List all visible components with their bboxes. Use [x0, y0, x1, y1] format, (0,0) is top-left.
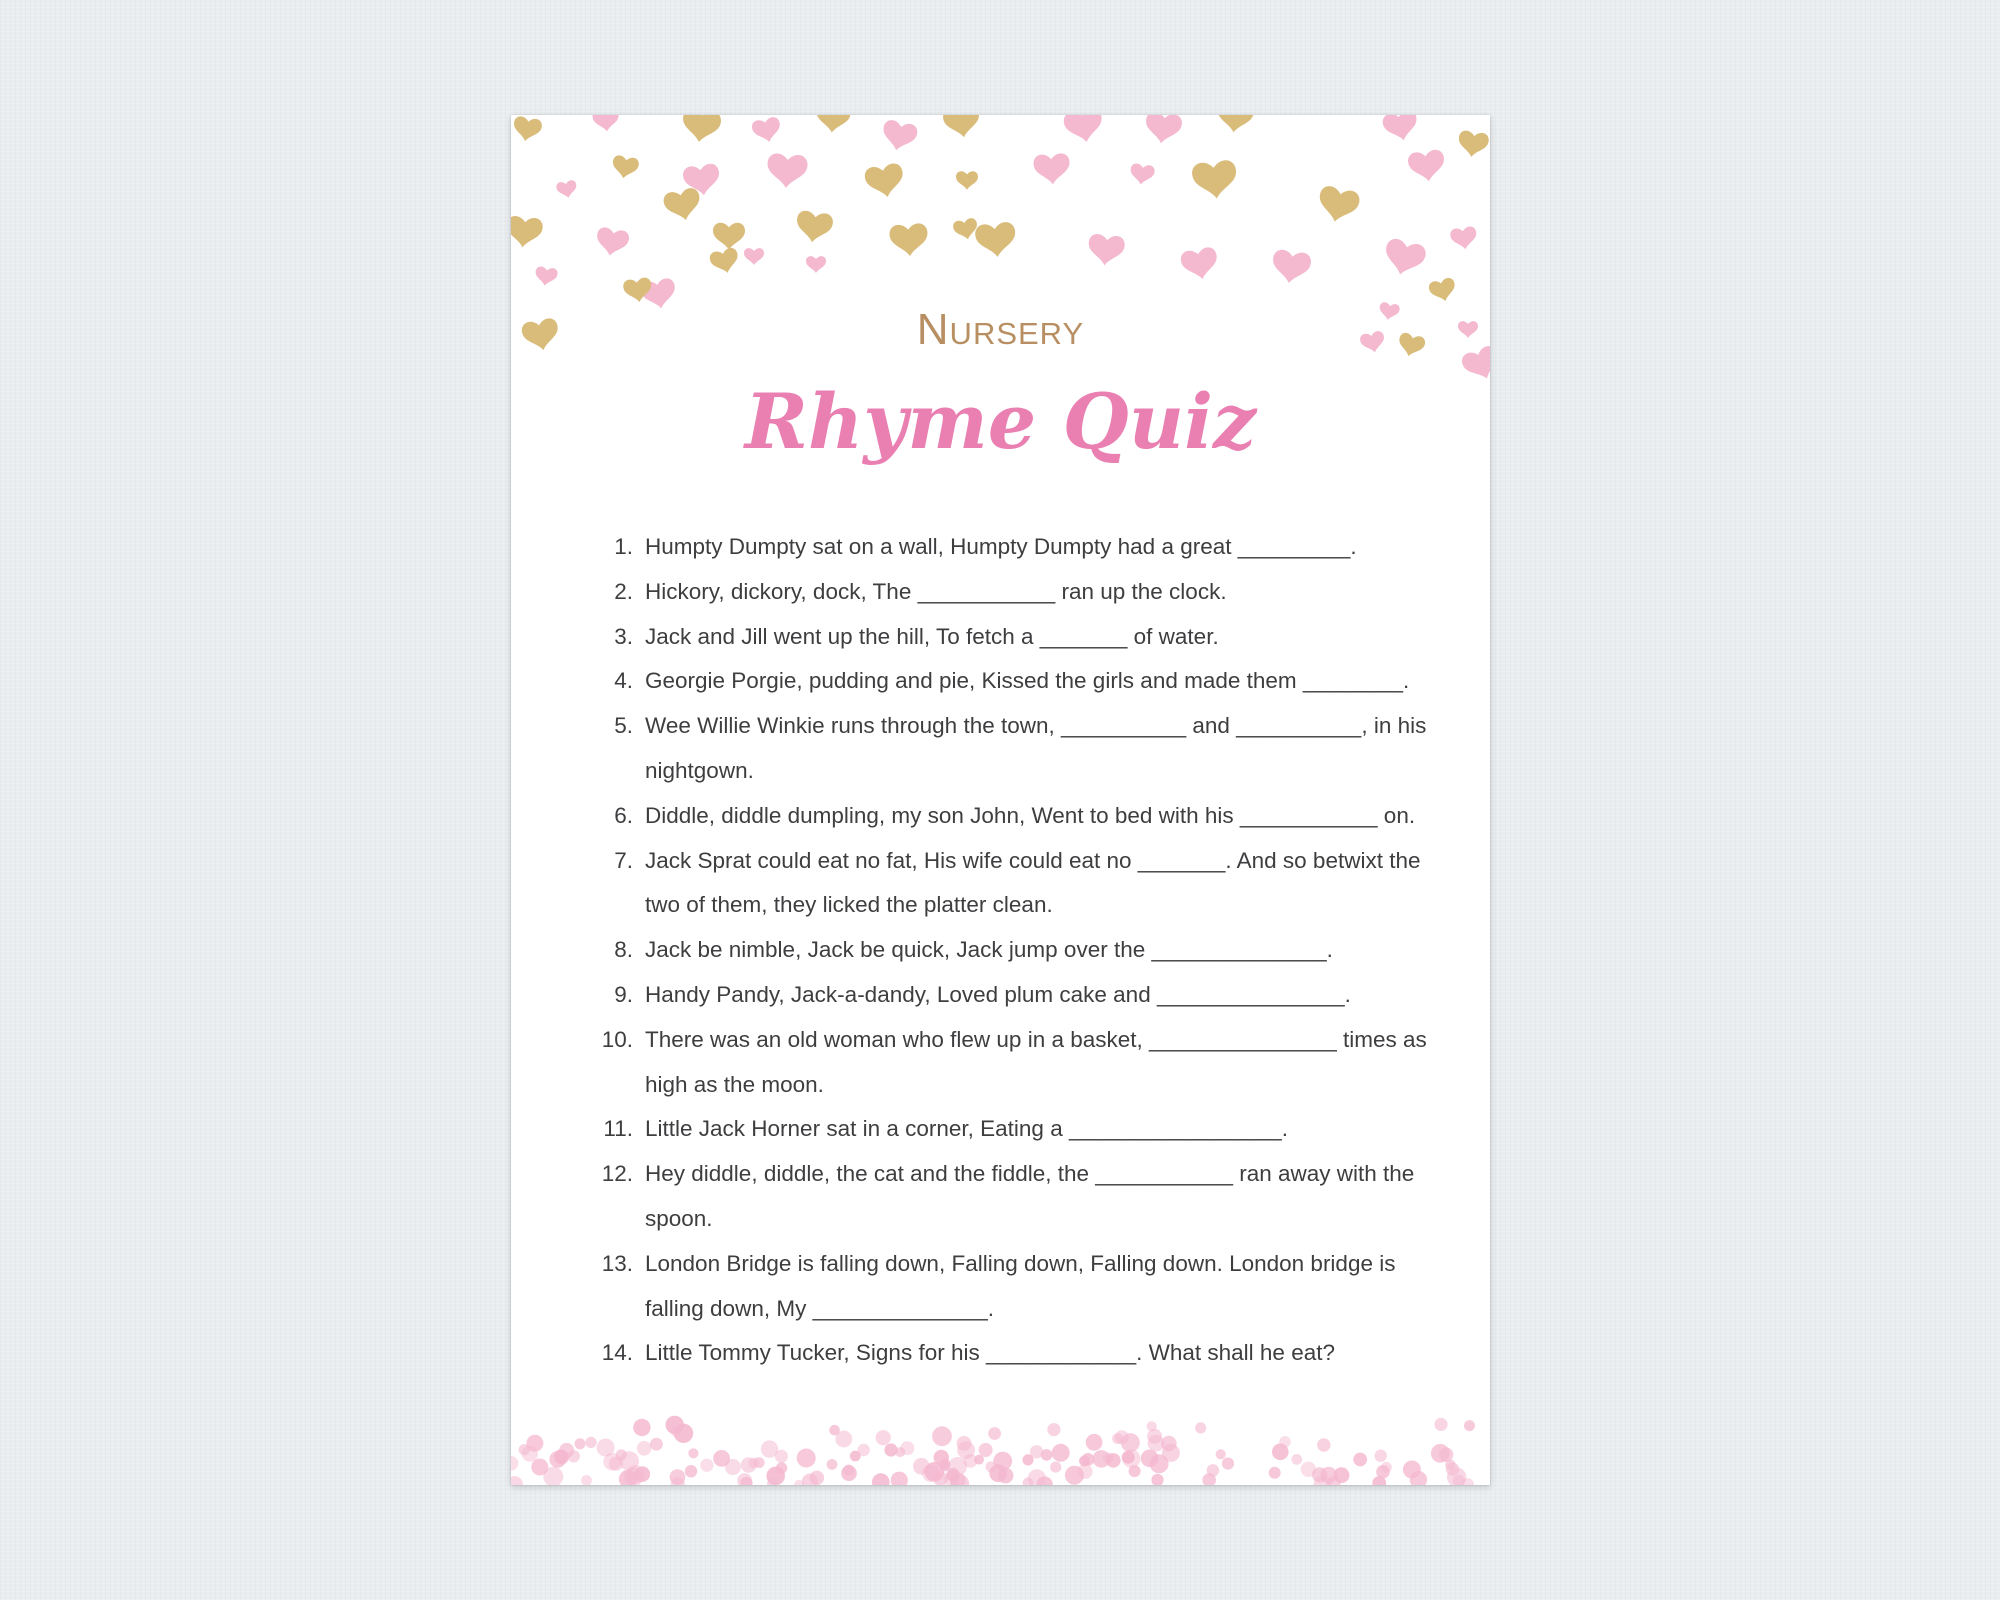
pink-dot-icon — [1434, 1418, 1447, 1431]
pink-heart-icon — [1381, 237, 1428, 279]
question-text: Little Tommy Tucker, Signs for his ____________. What shall he eat? — [645, 1340, 1335, 1366]
gold-heart-icon — [1428, 277, 1459, 305]
pink-dot-icon — [1301, 1462, 1316, 1477]
question-text: Wee Willie Winkie runs through the town, __________ and __________, in his nightgown. — [645, 713, 1427, 783]
question-text: Handy Pandy, Jack-a-dandy, Loved plum cake and _______________. — [645, 981, 1351, 1007]
pink-dot-icon — [841, 1465, 857, 1481]
quiz-card — [511, 115, 1490, 1485]
pink-dot-icon — [1047, 1423, 1060, 1436]
pink-dot-icon — [511, 1456, 518, 1471]
pink-dot-icon — [1353, 1453, 1367, 1467]
question-item — [577, 1331, 1437, 1376]
question-number: 7. — [614, 847, 633, 873]
pink-heart-icon — [1381, 115, 1420, 144]
pink-dot-icon — [1269, 1467, 1281, 1479]
pink-dot-icon — [876, 1430, 891, 1445]
heart-confetti-icon — [511, 115, 1490, 405]
pink-dot-icon — [700, 1459, 713, 1472]
pink-dot-icon — [1147, 1421, 1157, 1431]
question-number: 4. — [614, 668, 633, 694]
pink-heart-icon — [594, 226, 630, 258]
pink-heart-icon — [1033, 153, 1071, 186]
question-text: Hickory, dickory, dock, The ___________ ran up the clock. — [645, 578, 1227, 604]
pink-heart-icon — [1407, 149, 1447, 184]
pink-dot-icon — [835, 1431, 852, 1448]
gold-heart-icon — [863, 162, 906, 200]
pink-dot-icon — [581, 1475, 592, 1485]
pink-dot-icon — [1431, 1444, 1450, 1463]
question-item — [577, 615, 1437, 660]
pink-dot-icon — [1106, 1453, 1121, 1468]
pink-dot-icon — [1403, 1461, 1421, 1479]
pink-dot-icon — [1272, 1444, 1289, 1461]
question-text: There was an old woman who flew up in a basket, _______________ times as high as the moon. — [645, 1026, 1427, 1097]
question-item — [577, 570, 1437, 615]
pink-dot-icon — [685, 1465, 697, 1477]
pink-dot-icon — [1317, 1438, 1330, 1451]
question-number: 8. — [614, 937, 633, 963]
question-text: London Bridge is falling down, Falling down, Falling down. London bridge is falling down, My ______________. — [645, 1250, 1396, 1321]
question-item — [577, 973, 1437, 1018]
pink-dot-icon — [998, 1468, 1014, 1484]
question-number: 12. — [601, 1161, 633, 1187]
question-item — [577, 1107, 1437, 1152]
pink-dot-icon — [932, 1426, 952, 1446]
pink-dot-icon — [1050, 1462, 1061, 1473]
question-number: 1. — [614, 534, 633, 559]
question-number: 2. — [614, 578, 633, 604]
title-nursery: Nursery — [916, 305, 1085, 354]
pink-dot-icon — [1375, 1450, 1387, 1462]
question-text: Diddle, diddle dumpling, my son John, Went to bed with his ___________ on. — [645, 802, 1416, 828]
question-item — [577, 1152, 1437, 1242]
pink-dot-icon — [858, 1444, 870, 1456]
pink-dot-icon — [1222, 1457, 1234, 1469]
pink-dot-icon — [1052, 1444, 1070, 1462]
pink-heart-icon — [1179, 246, 1220, 282]
gold-heart-icon — [794, 210, 834, 245]
pink-heart-icon — [806, 256, 826, 273]
gold-heart-icon — [1315, 184, 1361, 225]
pink-heart-icon — [1143, 115, 1183, 146]
question-item — [577, 1018, 1437, 1108]
question-list — [577, 525, 1437, 1376]
pink-dot-icon — [827, 1459, 838, 1470]
pink-dot-icon — [1148, 1435, 1165, 1452]
gold-heart-icon — [662, 187, 704, 224]
pink-dot-icon — [964, 1454, 978, 1468]
gold-heart-icon — [942, 115, 982, 140]
pink-dot-icon — [775, 1450, 788, 1463]
pink-heart-icon — [534, 266, 558, 287]
pink-dot-icon — [670, 1469, 686, 1485]
question-text: Georgie Porgie, pudding and pie, Kissed the girls and made them ________. — [645, 668, 1410, 694]
question-text: Hey diddle, diddle, the cat and the fiddle, the ___________ ran away with the spoon. — [645, 1161, 1415, 1231]
gold-heart-icon — [708, 247, 741, 277]
gold-heart-icon — [1216, 115, 1255, 134]
question-number: 5. — [614, 713, 633, 739]
pink-dot-icon — [688, 1448, 698, 1458]
gold-heart-icon — [815, 115, 851, 134]
gold-heart-icon — [610, 154, 639, 180]
pink-heart-icon — [1450, 226, 1479, 251]
pink-dot-icon — [519, 1444, 530, 1455]
pink-dot-icon — [1121, 1433, 1140, 1452]
gold-heart-icon — [713, 223, 745, 250]
pink-dot-icon — [1195, 1422, 1206, 1433]
pink-dot-icon — [872, 1473, 890, 1485]
title-rhyme-quiz: Rhyme Quiz — [744, 377, 1257, 466]
pink-heart-icon — [1129, 163, 1156, 186]
pink-dot-icon — [891, 1472, 908, 1485]
pink-dot-icon — [940, 1461, 950, 1471]
pink-heart-icon — [751, 116, 783, 145]
question-item — [577, 1242, 1437, 1332]
pink-dot-icon — [776, 1462, 787, 1473]
question-number: 6. — [614, 802, 633, 828]
question-number: 13. — [601, 1250, 633, 1276]
pink-dot-icon — [575, 1438, 586, 1449]
gold-heart-icon — [511, 215, 544, 249]
pink-dot-icon — [1122, 1449, 1140, 1467]
pink-dot-icon — [725, 1459, 741, 1475]
pink-dot-icon — [749, 1458, 760, 1469]
pink-dot-icon — [1464, 1420, 1475, 1431]
pink-dot-icon — [797, 1449, 816, 1468]
pink-dot-icon — [637, 1441, 652, 1456]
question-item — [577, 928, 1437, 973]
gold-heart-icon — [956, 171, 978, 190]
pink-dot-icon — [1216, 1449, 1226, 1459]
pink-heart-icon — [1270, 249, 1312, 286]
gold-heart-icon — [974, 221, 1017, 259]
pink-dot-icon — [597, 1439, 615, 1457]
pink-heart-icon — [766, 153, 808, 190]
pink-dot-icon — [585, 1437, 596, 1448]
pink-dot-icon — [993, 1452, 1012, 1471]
pink-dot-icon — [511, 1476, 523, 1485]
gold-heart-icon — [1456, 130, 1489, 159]
question-item — [577, 839, 1437, 929]
pink-heart-icon — [1062, 115, 1105, 145]
question-item — [577, 794, 1437, 839]
pink-heart-icon — [1087, 233, 1126, 267]
gold-heart-icon — [889, 223, 929, 258]
pink-dot-icon — [810, 1471, 825, 1485]
pink-dot-icon — [1065, 1466, 1084, 1485]
question-item — [577, 704, 1437, 794]
question-item — [577, 525, 1437, 570]
pink-dot-icon — [1151, 1474, 1163, 1485]
pink-dot-icon — [979, 1443, 993, 1457]
pink-dot-icon — [633, 1419, 650, 1436]
gold-heart-icon — [1191, 159, 1239, 201]
question-item — [577, 659, 1437, 704]
question-number: 9. — [614, 981, 633, 1007]
question-number: 11. — [603, 1116, 633, 1142]
pink-dot-icon — [988, 1427, 1001, 1440]
pink-dot-icon — [1129, 1465, 1141, 1477]
gold-heart-icon — [680, 115, 722, 145]
pink-dot-icon — [650, 1438, 663, 1451]
question-number: 3. — [614, 623, 633, 649]
pink-heart-icon — [880, 119, 919, 154]
pink-heart-icon — [744, 248, 764, 265]
question-text: Humpty Dumpty sat on a wall, Humpty Dumpty had a great _________. — [645, 534, 1357, 559]
question-text: Jack be nimble, Jack be quick, Jack jump over the ______________. — [645, 937, 1333, 963]
question-text: Little Jack Horner sat in a corner, Eating a _________________. — [645, 1116, 1288, 1142]
pink-dot-icon — [1162, 1444, 1180, 1462]
pink-dot-icon — [559, 1443, 574, 1458]
pink-dot-icon — [1086, 1434, 1103, 1451]
pink-dot-icon — [1030, 1445, 1043, 1458]
pink-dot-icon — [1141, 1450, 1159, 1468]
pink-heart-icon — [556, 180, 579, 200]
pink-dot-icon — [1291, 1454, 1302, 1465]
gold-heart-icon — [511, 115, 543, 143]
gold-heart-icon — [952, 217, 980, 242]
pink-dot-icon — [666, 1416, 684, 1434]
pink-dot-icon — [884, 1443, 897, 1456]
pink-heart-icon — [592, 115, 620, 132]
pink-dot-icon — [922, 1464, 940, 1482]
question-number: 10. — [601, 1026, 633, 1052]
question-text: Jack Sprat could eat no fat, His wife could eat no _______. And so betwixt the two of them, they licked the platter clean. — [645, 847, 1421, 918]
pink-dot-confetti-icon — [511, 1405, 1490, 1485]
question-number: 14. — [601, 1340, 633, 1366]
question-text: Jack and Jill went up the hill, To fetch a _______ of water. — [645, 623, 1219, 649]
pink-dot-icon — [1376, 1465, 1390, 1479]
